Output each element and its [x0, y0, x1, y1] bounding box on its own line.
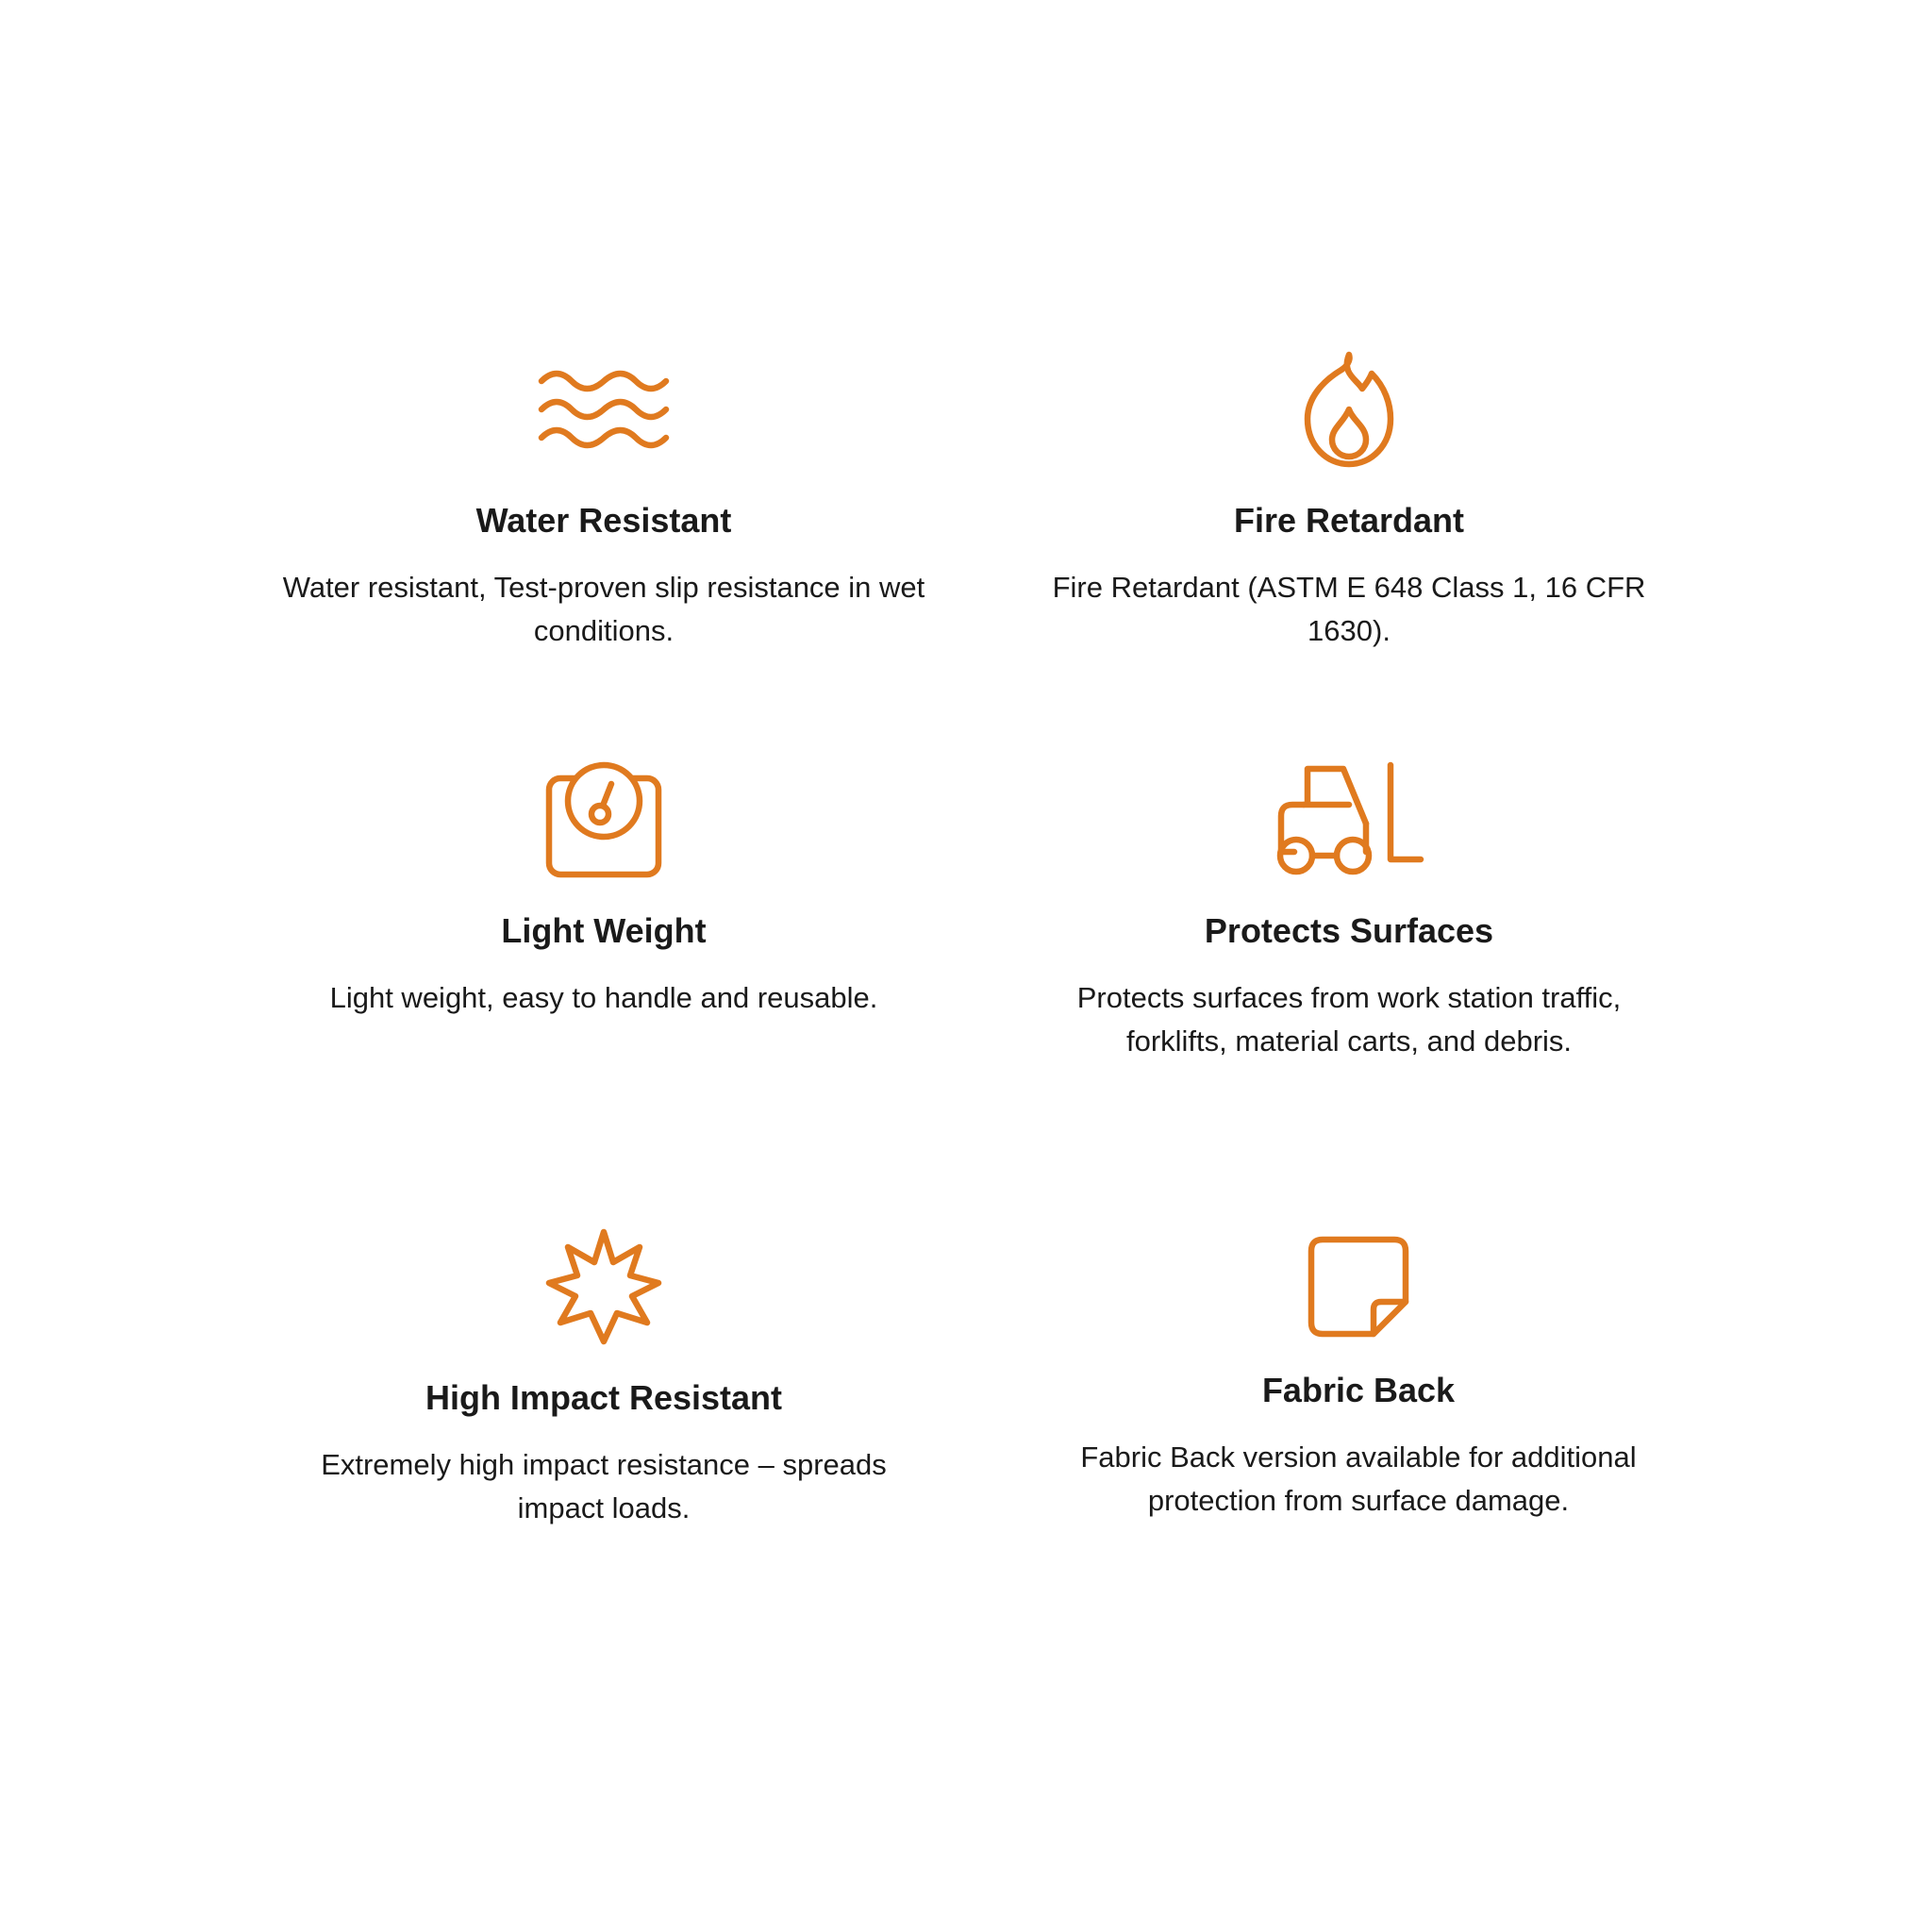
feature-title: Protects Surfaces [1204, 911, 1494, 950]
feature-description: Protects surfaces from work station traffic, forklifts, material carts, and debris. [1076, 981, 1622, 1058]
feature-description: Extremely high impact resistance – spreads impact loads. [321, 1448, 887, 1524]
feature-title: Fire Retardant [1233, 501, 1465, 540]
flame-icon [1014, 349, 1684, 470]
impact-burst-icon [255, 1226, 953, 1347]
folded-sheet-icon [1024, 1226, 1693, 1347]
water-waves-icon [255, 349, 953, 470]
feature-description: Light weight, easy to handle and reusable. [329, 981, 878, 1014]
weight-scale-icon [255, 759, 953, 880]
feature-title: Water Resistant [475, 501, 732, 540]
feature-title: Fabric Back [1261, 1371, 1456, 1409]
feature-title: Light Weight [501, 911, 707, 950]
feature-description: Fire Retardant (ASTM E 648 Class 1, 16 CFR 1630). [1052, 571, 1646, 647]
feature-description: Fabric Back version available for additional protection from surface damage. [1080, 1441, 1637, 1517]
forklift-icon [1014, 759, 1684, 880]
feature-description: Water resistant, Test-proven slip resistance in wet conditions. [282, 571, 925, 647]
feature-title: High Impact Resistant [425, 1378, 783, 1417]
